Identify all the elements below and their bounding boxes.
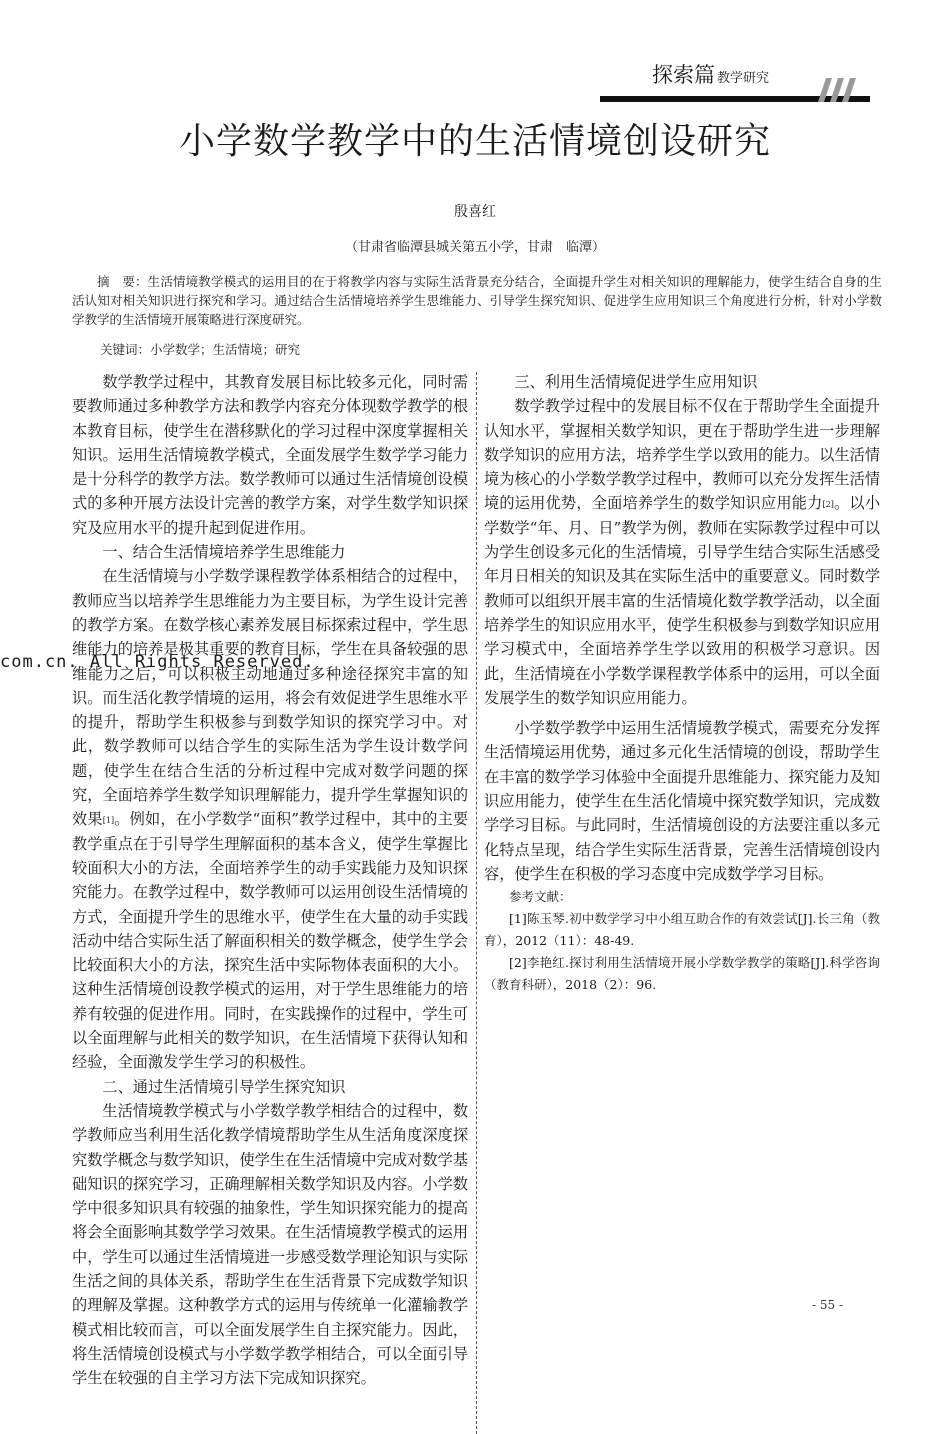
citation-1: [1] [102, 816, 115, 826]
reference-item: [1]陈玉琴.初中数学学习中小组互助合作的有效尝试[J].长三角（教育），2012（11）：48-49. [484, 911, 880, 949]
keywords-text: 小学数学；生活情境；研究 [150, 342, 301, 357]
section-2-paragraph: 生活情境教学模式与小学数学教学相结合的过程中，数学教师应当利用生活化教学情境帮助学生从生活角度深度探究数学概念与数学知识，使学生在生活情境中完成对数学基础知识的探究学习，正确理解相关数学知识及内容。小学数学中很多知识具有较强的抽象性，学生知识探究能力的提高将会全面影响其数学学习效果。在生活情境教学模式的运用中，学生可以通过生活情境进一步感受数学理论知识与实际生活之间的具体关系，帮助学生在生活背景下完成数学知识的理解及掌握。这种教学方式的运用与传统单一化灌输教学模式相比较而言，可以全面发展学生自主探究能力。因此，将生活情境创设模式与小学数学教学相结合，可以全面引导学生在较强的自主学习方法下完成知识探究。 [72, 1101, 468, 1388]
header-subsection: 教学研究 [717, 71, 770, 86]
page-number: - 55 - [812, 1298, 844, 1312]
section-3-text-b: 。以小学数学“年、月、日”教学为例，教师在实际教学过程中可以为学生创设多元化的生活情境，引导学生结合实际生活感受年月日相关的知识及其在实际生活中的重要意义。同时数学教师可以组织开展丰富的生活情境化数学教学活动，以全面培养学生的知识应用水平，使学生积极参与到数学知识应用学习模式中，全面培养学生学以致用的积极学习意识。因此，生活情境在小学数学课程教学体系中的运用，可以全面发展学生的数学知识应用能力。 [484, 494, 881, 707]
intro-paragraph: 数学教学过程中，其教育发展目标比较多元化，同时需要教师通过多种教学方法和教学内容充分体现数学教学的根本教育目标，使学生在潜移默化的学习过程中深度掌握相关知识。运用生活情境教学模式，全面发展学生数学学习能力是十分科学的教学方法。数学教师可以通过生活情境创设模式的多种开展方法设计完善的教学方案，对学生数学知识探究及应用水平的提升起到促进作用。 [72, 373, 468, 537]
copyright-watermark: com.cn. All Rights Reserved. [0, 652, 315, 672]
keywords [100, 340, 300, 359]
section-1-text-a: 在生活情境与小学数学课程教学体系相结合的过程中，教师应当以培养学生思维能力为主要目标，为学生设计完善的教学方案。在数学核心素养发展目标探索过程中，学生思维能力的培养是极其重要的教育目标，学生在具备较强的思维能力之后，可以积极主动地通过多种途径探究丰富的知识。而生活化教学情境的运用，将会有效促进学生思维水平的提升，帮助学生积极参与到数学知识的探究学习中。对此，数学教师可以结合学生的实际生活为学生设计数学问题，使学生在结合生活的分析过程中完成对数学问题的探究，全面培养学生数学知识理解能力，提升学生掌握知识的效果 [72, 567, 468, 829]
section-1-text-b: 。例如，在小学数学“面积”教学过程中，其中的主要教学重点在于引导学生理解面积的基本含义，使学生掌握比较面积大小的方法，全面培养学生的动手实践能力及知识探究能力。在教学过程中，数学教师可以运用创设生活情境的方式，全面提升学生的思维水平，使学生在大量的动手实践活动中结合实际生活了解面积相关的数学概念，使学生学会比较面积大小的方法，探究生活中实际物体表面积的大小。这种生活情境创设教学模式的运用，对于学生思维能力的培养有较强的促进作用。同时，在实践操作的过程中，学生可以全面理解与此相关的数学知识，在生活情境下获得认知和经验，全面激发学生学习的积极性。 [72, 810, 469, 1072]
abstract [72, 272, 882, 329]
section-3-text-a: 数学教学过程中的发展目标不仅在于帮助学生全面提升认知水平，掌握相关数学知识，更在于帮助学生进一步理解数学知识的应用方法，培养学生学以致用的能力。以生活情境为核心的小学数学教学过程中，教师可以充分发挥生活情境的运用优势，全面培养学生的数学知识应用能力 [484, 397, 880, 513]
left-column [72, 370, 468, 1390]
references-title: 参考文献： [509, 889, 572, 905]
section-3-heading: 三、利用生活情境促进学生应用知识 [514, 373, 758, 391]
section-1-paragraph [72, 564, 468, 1074]
section-1-heading: 一、结合生活情境培养学生思维能力 [102, 543, 346, 562]
abstract-text: 生活情境教学模式的运用目的在于将教学内容与实际生活背景充分结合，全面提升学生对相关知识的理解能力，使学生结合自身的生活认知对相关知识进行探究和学习。通过结合生活情境培养学生思维能力、引导学生探究知识、促进学生应用知识三个角度进行分析，针对小学数学教学的生活情境开展策略进行深度研究。 [72, 274, 882, 327]
abstract-label: 摘 要： [97, 274, 148, 289]
reference-item: [2]李艳红.探讨利用生活情境开展小学数学教学的策略[J].科学咨询（教育科研），2018（2）：96. [484, 955, 880, 993]
column-divider [476, 372, 477, 1434]
author: 殷喜红 [454, 204, 496, 220]
header-section: 探索篇 [652, 63, 715, 87]
affiliation: （甘肃省临潭县城关第五小学，甘肃 临潭） [344, 240, 605, 255]
section-2-heading: 二、通过生活情境引导学生探究知识 [102, 1077, 346, 1096]
citation-2: [2] [822, 500, 834, 510]
header-stripes-decoration [812, 78, 862, 102]
right-column [484, 370, 880, 996]
keywords-label: 关键词： [100, 342, 151, 357]
section-3-paragraph [484, 394, 880, 710]
conclusion-paragraph: 小学数学教学中运用生活情境教学模式，需要充分发挥生活情境运用优势，通过多元化生活情境的创设，帮助学生在丰富的数学学习体验中全面提升思维能力、探究能力及知识应用能力，使学生在生活化情境中探究数学知识，完成数学学习目标。与此同时，生活情境创设的方法要注重以多元化特点呈现，结合学生实际生活背景，完善生活情境创设内容，使学生在积极的学习态度中完成数学学习目标。 [484, 719, 880, 883]
article-title: 小学数学教学中的生活情境创设研究 [178, 121, 771, 162]
